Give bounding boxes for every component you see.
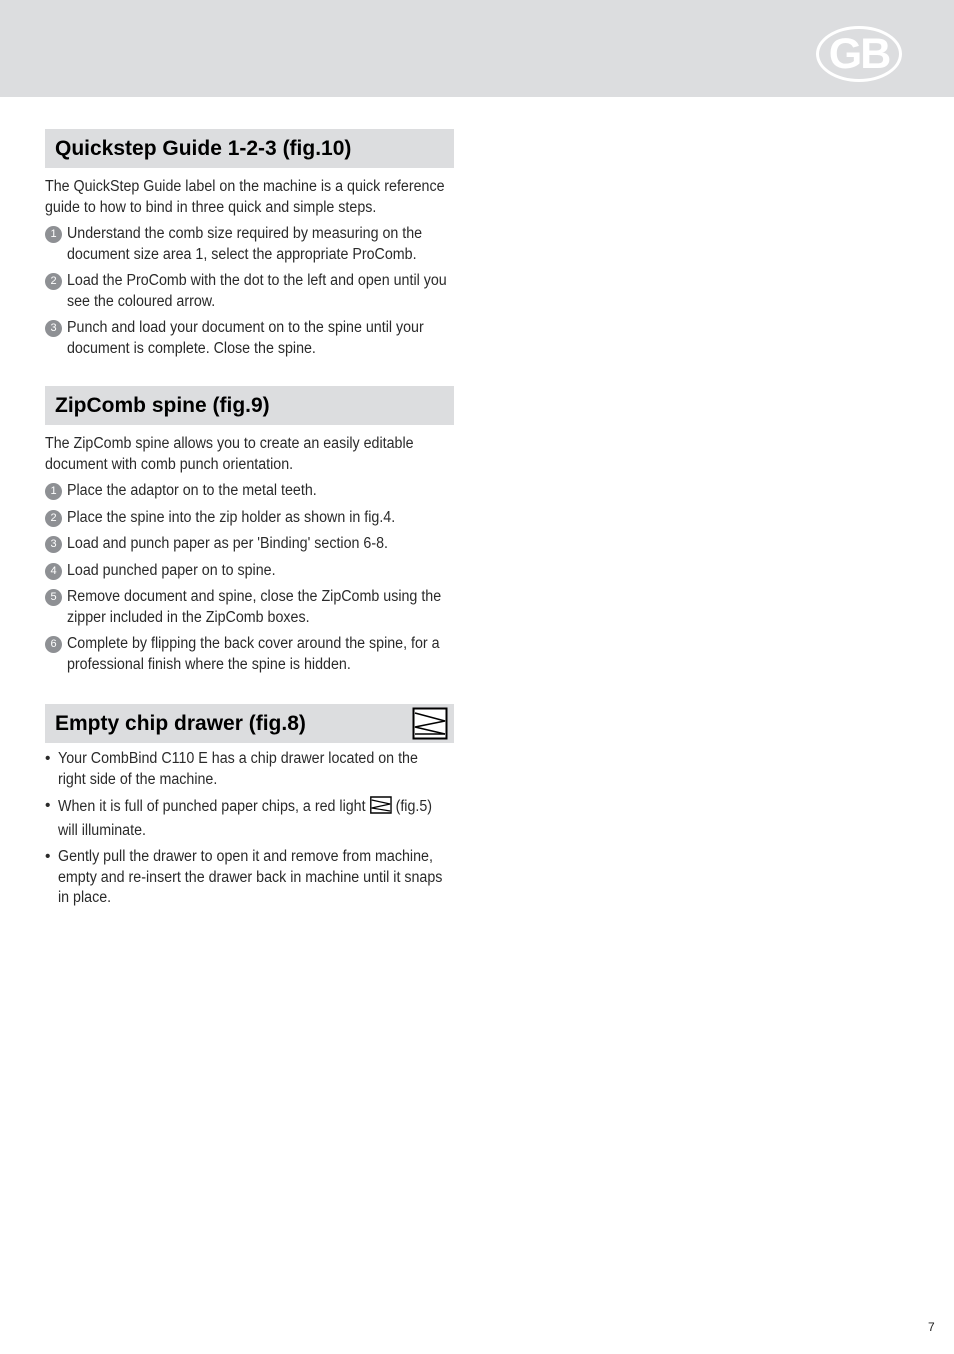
zipcomb-heading xyxy=(45,386,454,425)
list-item xyxy=(45,534,454,555)
bullet-text-before: When it is full of punched paper chips, a red light xyxy=(58,798,366,815)
step-number-badge: 3 xyxy=(45,320,62,337)
step-number-badge: 3 xyxy=(45,536,62,553)
bullet-text xyxy=(58,796,444,841)
step-number-badge: 6 xyxy=(45,636,62,653)
quickstep-heading xyxy=(45,129,454,168)
list-item xyxy=(45,224,454,265)
step-number-badge: 5 xyxy=(45,589,62,606)
page-number: 7 xyxy=(928,1320,935,1334)
list-item xyxy=(45,481,454,502)
bullet-text: Gently pull the drawer to open it and remove from machine, empty and re-insert the drawer back in machine until it snaps in place. xyxy=(58,848,443,906)
quickstep-title: Quickstep Guide 1-2-3 (fig.10) xyxy=(55,136,352,160)
chip-drawer-heading xyxy=(45,704,454,743)
quickstep-intro: The QuickStep Guide label on the machine is a quick reference guide to how to bind in three quick and simple steps. xyxy=(45,178,445,216)
step-text: Place the spine into the zip holder as shown in fig.4. xyxy=(67,508,396,526)
list-item xyxy=(45,749,454,790)
bullet-text-after: (fig.5) will illuminate. xyxy=(58,798,433,839)
step-number-badge: 1 xyxy=(45,226,62,243)
step-text: Remove document and spine, close the ZipComb using the zipper included in the ZipComb boxes. xyxy=(67,588,442,626)
zipcomb-steps xyxy=(45,481,454,675)
zipcomb-intro: The ZipComb spine allows you to create an easily editable document with comb punch orientation. xyxy=(45,435,414,473)
step-text: Load the ProComb with the dot to the left and open until you see the coloured arrow. xyxy=(67,272,447,310)
bullet-icon: • xyxy=(45,797,51,814)
zipcomb-title: ZipComb spine (fig.9) xyxy=(55,393,270,417)
language-badge: GB xyxy=(816,26,902,82)
list-item xyxy=(45,508,454,529)
list-item xyxy=(45,847,454,909)
step-text: Complete by flipping the back cover around the spine, for a professional finish where the spine is hidden. xyxy=(67,635,440,673)
step-number-badge: 4 xyxy=(45,563,62,580)
step-text: Load and punch paper as per 'Binding' section 6-8. xyxy=(67,535,388,552)
step-number-badge: 2 xyxy=(45,510,62,527)
list-item xyxy=(45,796,454,841)
chip-drawer-icon xyxy=(412,707,448,746)
quickstep-steps xyxy=(45,224,454,359)
list-item xyxy=(45,271,454,312)
step-number-badge: 2 xyxy=(45,273,62,290)
step-number-badge: 1 xyxy=(45,483,62,500)
list-item xyxy=(45,634,454,675)
bullet-icon: • xyxy=(45,848,51,865)
chip-drawer-bullets xyxy=(45,749,454,909)
list-item xyxy=(45,318,454,359)
bullet-icon: • xyxy=(45,750,51,767)
chip-drawer-section xyxy=(45,704,454,909)
step-text: Place the adaptor on to the metal teeth. xyxy=(67,482,317,499)
quickstep-section xyxy=(45,129,454,359)
chip-drawer-title: Empty chip drawer (fig.8) xyxy=(55,711,306,735)
zipcomb-section xyxy=(45,386,454,675)
step-text: Load punched paper on to spine. xyxy=(67,561,276,579)
chip-drawer-light-icon xyxy=(370,796,392,821)
header-band xyxy=(0,0,954,97)
list-item xyxy=(45,561,454,582)
bullet-text: Your CombBind C110 E has a chip drawer located on the right side of the machine. xyxy=(58,750,418,788)
step-text: Understand the comb size required by measuring on the document size area 1, select the appropriate ProComb. xyxy=(67,225,423,263)
list-item xyxy=(45,587,454,628)
step-text: Punch and load your document on to the spine until your document is complete. Close the spine. xyxy=(67,319,424,357)
